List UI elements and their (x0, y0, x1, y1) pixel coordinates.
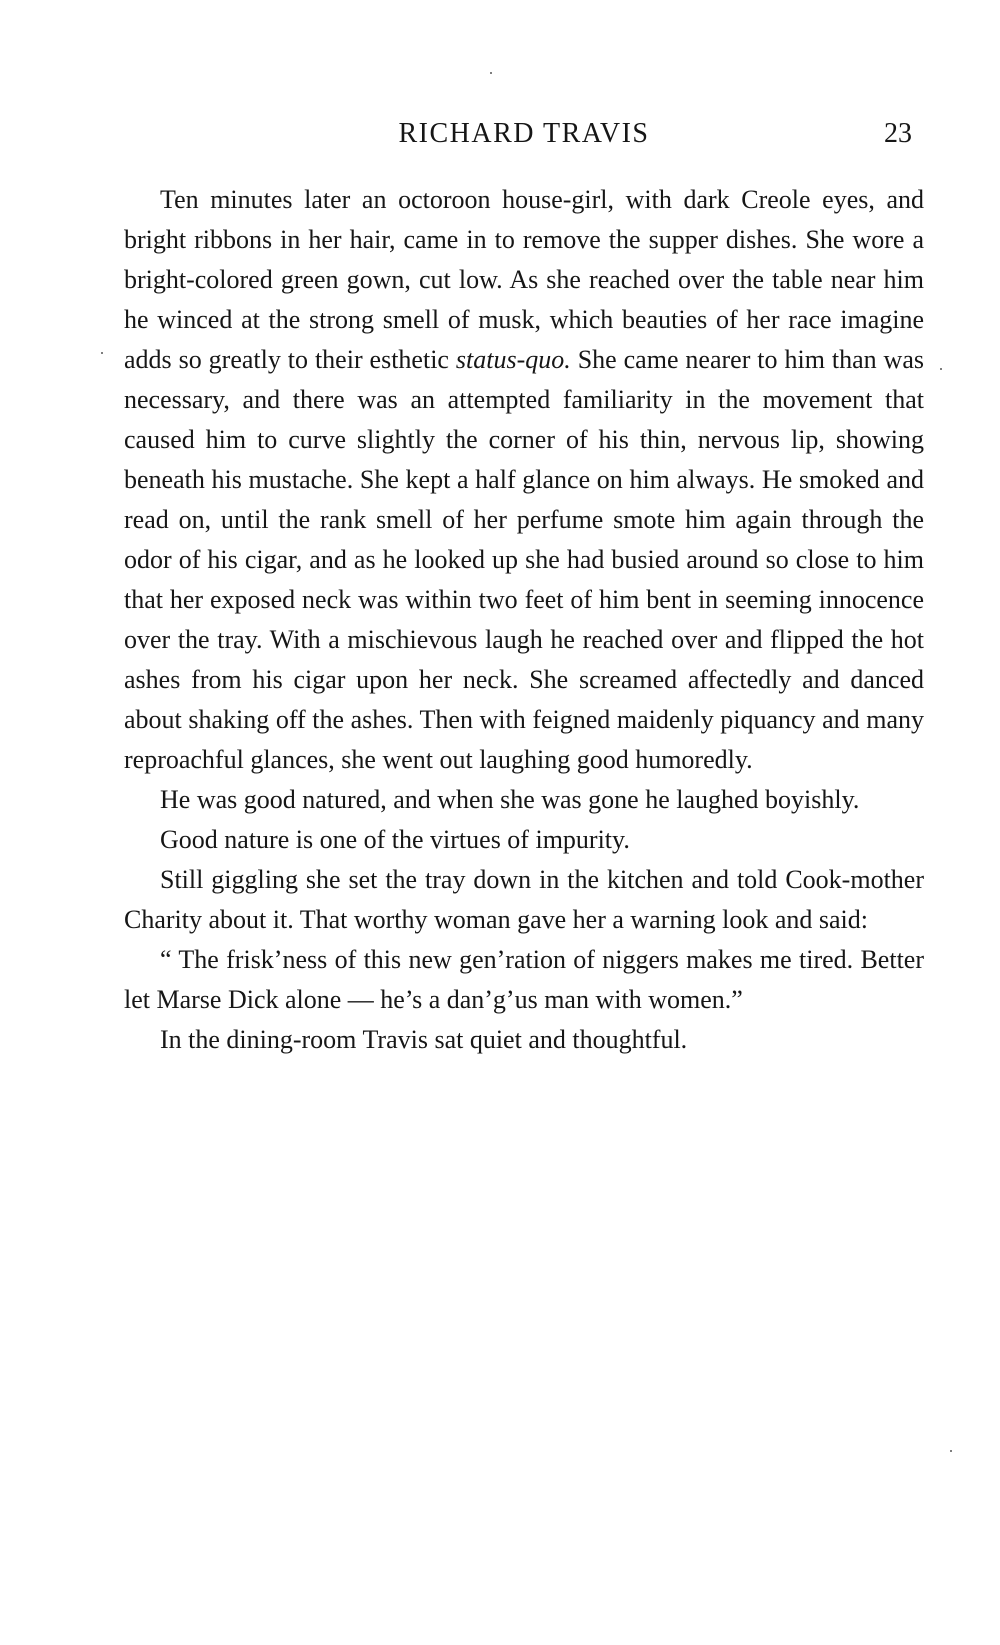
body-text (124, 180, 924, 1060)
running-header (124, 118, 924, 158)
paper-speck (950, 1450, 952, 1452)
paragraph-1-text-before: Ten minutes later an octoroon house-girl, with dark Creole eyes, and bright ribbons in her hair, came in to remove the supper dishes. She wore a bright-colored green gown, cut low. As she reached over the table near him he winced at the strong smell of musk, which beauties of her race imagine adds so greatly to their esthetic (124, 185, 924, 374)
paper-speck (490, 72, 492, 74)
paragraph-1 (124, 180, 924, 780)
paragraph-5-dialogue: “ The frisk’ness of this new gen’ration of niggers makes me tired. Better let Marse Dick alone — he’s a dan’g’us man with women.” (124, 945, 924, 1014)
paper-speck (940, 368, 942, 370)
paragraph-6: In the dining-room Travis sat quiet and thoughtful. (160, 1025, 688, 1054)
paper-speck (101, 352, 103, 354)
page-number: 23 (884, 118, 912, 149)
paragraph-2: He was good natured, and when she was gone he laughed boyishly. (160, 785, 860, 814)
italic-phrase: status-quo. (455, 345, 571, 374)
paragraph-1-text-after: She came nearer to him than was necessary, and there was an attempted familiarity in the movement that caused him to curve slightly the corner of his thin, nervous lip, showing beneath his mustache. She kept a half glance on him always. He smoked and read on, until the rank smell of her perfume smote him again through the odor of his cigar, and as he looked up she had busied around so close to him that her exposed neck was within two feet of him bent in seeming innocence over the tray. With a mischievous laugh he reached over and flipped the hot ashes from his cigar upon her neck. She screamed affectedly and danced about shaking off the ashes. Then with feigned maidenly piquancy and many reproachful glances, she went out laughing good humoredly. (124, 345, 924, 774)
paragraph-3: Good nature is one of the virtues of impurity. (160, 825, 630, 854)
paragraph-4: Still giggling she set the tray down in the kitchen and told Cook-mother Charity about it. That worthy woman gave her a warning look and said: (124, 865, 924, 934)
running-head-title: RICHARD TRAVIS (398, 118, 650, 149)
